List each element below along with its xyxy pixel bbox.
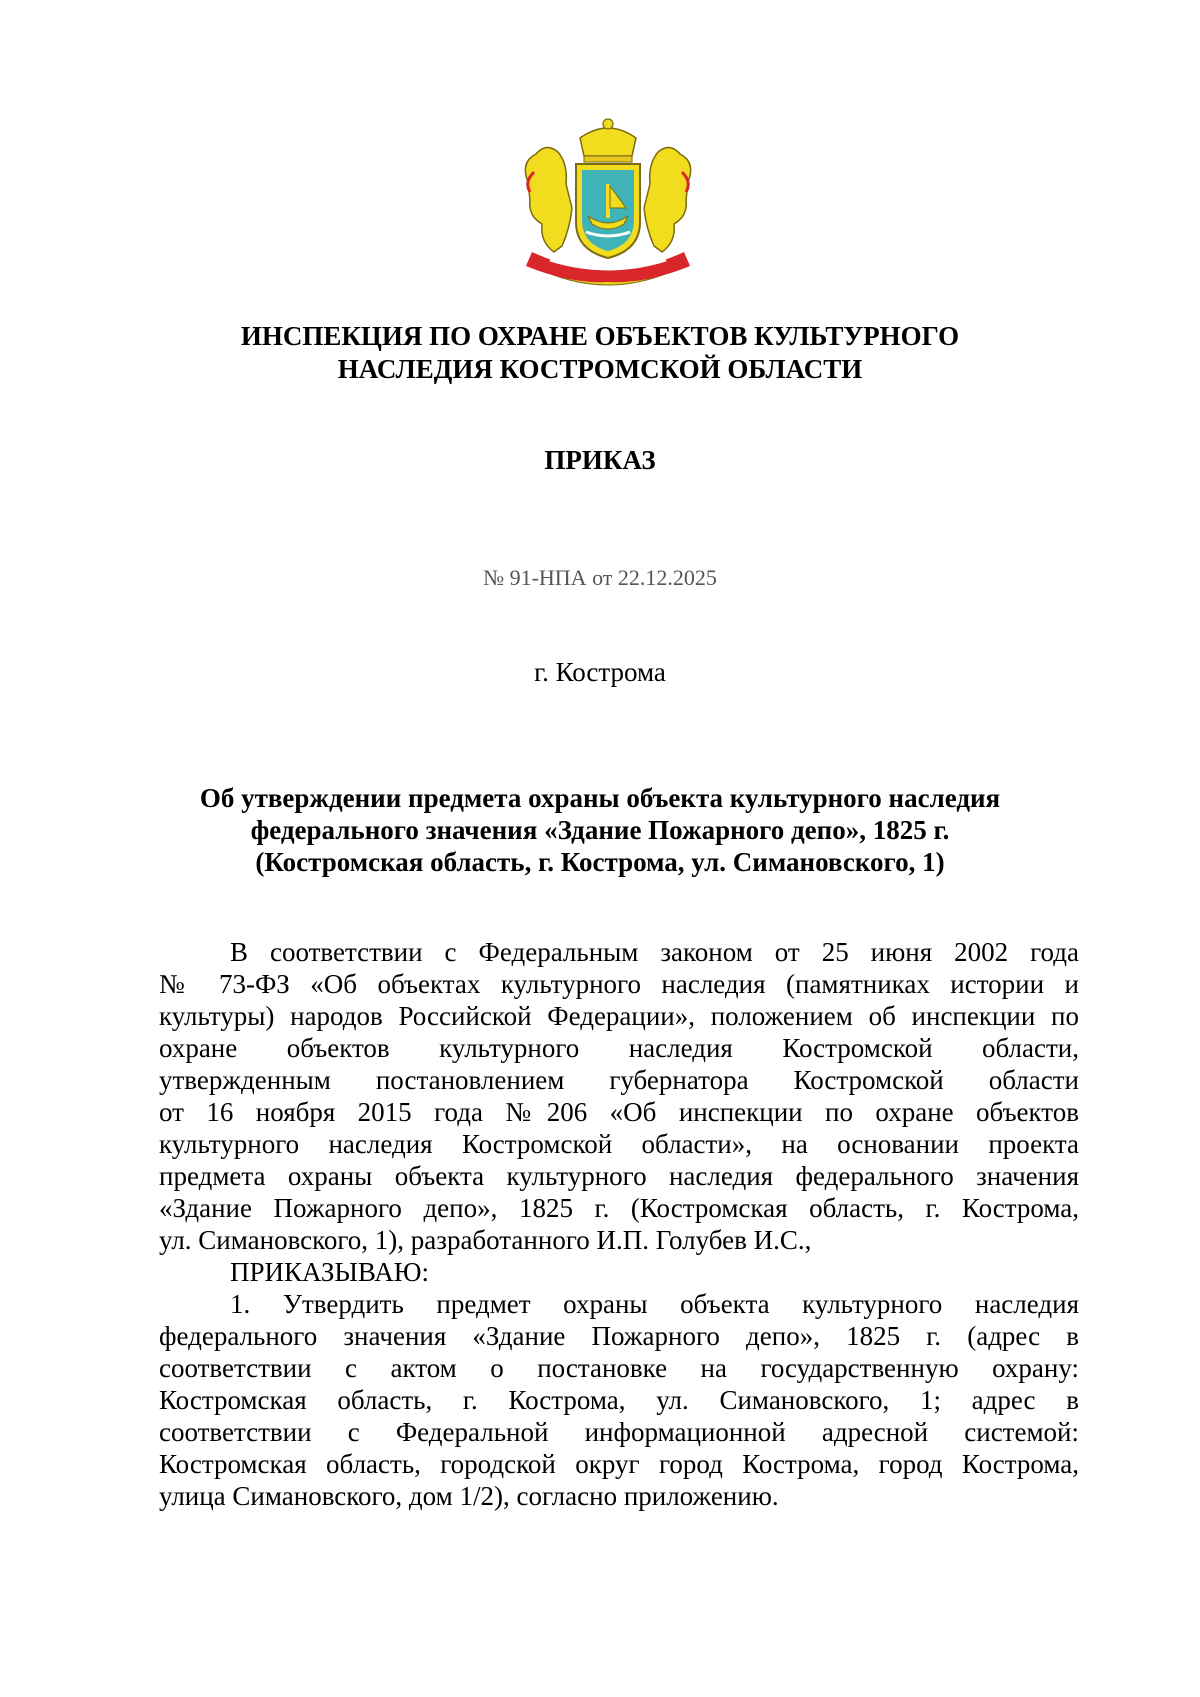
body-line: улица Симановского, дом 1/2), согласно приложению. <box>159 1481 779 1511</box>
document-title-line: федерального значения «Здание Пожарного депо», 1825 г. <box>250 815 950 845</box>
body-line: культуры) народов Российской Федерации», положением об инспекции по <box>159 1001 1079 1031</box>
document-title-line: (Костромская область, г. Кострома, ул. Симановского, 1) <box>255 847 945 877</box>
body-line: соответствии с актом о постановке на государственную охрану: <box>159 1353 1079 1383</box>
body-line: «Здание Пожарного депо», 1825 г. (Костромская область, г. Кострома, <box>159 1193 1079 1223</box>
organization-name <box>150 320 1050 386</box>
body-line: федерального значения «Здание Пожарного депо», 1825 г. (адрес в <box>159 1321 1079 1351</box>
organization-name-line1: ИНСПЕКЦИЯ ПО ОХРАНЕ ОБЪЕКТОВ КУЛЬТУРНОГО <box>240 321 960 351</box>
body-line: предмета охраны объекта культурного наследия федерального значения <box>159 1161 1079 1191</box>
body-line: 1. Утвердить предмет охраны объекта культурного наследия <box>230 1289 1079 1319</box>
body-line: утвержденным постановлением губернатора Костромской области <box>159 1065 1079 1095</box>
body-line: Костромская область, г. Кострома, ул. Симановского, 1; адрес в <box>159 1385 1079 1415</box>
document-title-line: Об утверждении предмета охраны объекта культурного наследия <box>199 783 1001 813</box>
body-line: соответствии с Федеральной информационной адресной системой: <box>159 1417 1079 1447</box>
document-number: № 91-НПА от 22.12.2025 <box>483 565 717 590</box>
order-keyword: ПРИКАЗЫВАЮ: <box>230 1257 429 1287</box>
body-line: от 16 ноября 2015 года №206 «Об инспекции по охране объектов <box>159 1097 1079 1127</box>
body-line: № 73-ФЗ «Об объектах культурного наследия (памятниках истории и <box>159 969 1079 999</box>
body-line: ул. Симановского, 1), разработанного И.П. Голубев И.С., <box>159 1225 812 1255</box>
body-line: культурного наследия Костромской области», на основании проекта <box>159 1129 1079 1159</box>
body-line: В соответствии с Федеральным законом от 25 июня 2002 года <box>230 937 1079 967</box>
document-type: ПРИКАЗ <box>544 445 656 475</box>
body-line: Костромская область, городской округ город Кострома, город Кострома, <box>159 1449 1079 1479</box>
document-title <box>150 782 1050 878</box>
kostroma-coat-of-arms-icon <box>510 112 706 288</box>
document-body <box>159 936 1079 1512</box>
body-line: охране объектов культурного наследия Костромской области, <box>159 1033 1079 1063</box>
organization-name-line2: НАСЛЕДИЯ КОСТРОМСКОЙ ОБЛАСТИ <box>337 354 863 384</box>
document-place: г. Кострома <box>534 657 666 687</box>
